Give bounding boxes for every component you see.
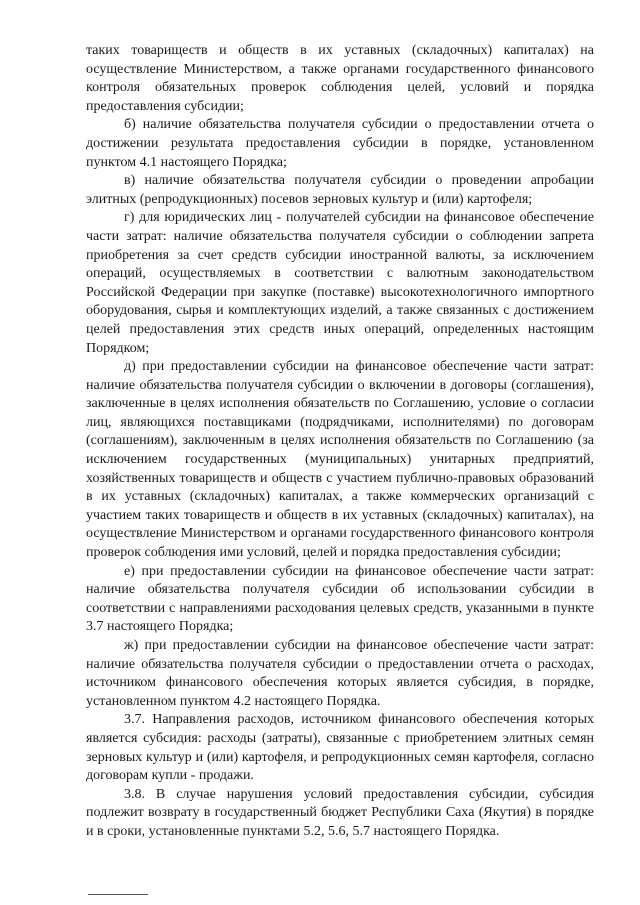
paragraph-item-v: в) наличие обязательства получателя субсидии о проведении апробации элитных (репродукционных) посевов зерновых культур и (или) картофеля; [86,173,594,207]
document-page [86,42,594,842]
paragraph-item-e: е) при предоставлении субсидии на финансовое обеспечение части затрат: наличие обязательства получателя субсидии об использовании субсидии в соответствии с направлениями расходования целевых средств, указанными в пункте 3.7 настоящего Порядка; [86,563,594,635]
paragraph-section-3-8: 3.8. В случае нарушения условий предоставления субсидии, субсидия подлежит возврату в государственный бюджет Республики Саха (Якутия) в порядке и в сроки, установленные пунктами 5.2, 5.6, 5.7 настоящего Порядка. [86,786,594,839]
paragraph-item-g: г) для юридических лиц - получателей субсидии на финансовое обеспечение части затрат: наличие обязательства получателя субсидии о соблюдении запрета приобретения за счет средств субсидии иностранной валюты, за исключением операций, осуществляемых в соответствии с валютным законодательством Российской Федерации при закупке (поставке) высокотехнологичного импортного оборудования, сырья и комплектующих изделий, а также связанных с достижением целей предоставления этих средств иных операций, определенных настоящим Порядком; [86,210,594,356]
paragraph-item-b: б) наличие обязательства получателя субсидии о предоставлении отчета о достижении результата предоставления субсидии в порядке, установленном пунктом 4.1 настоящего Порядка; [86,117,594,170]
paragraph-item-zh: ж) при предоставлении субсидии на финансовое обеспечение части затрат: наличие обязательства получателя субсидии о предоставлении отчета о расходах, источником финансового обеспечения которых является субсидия, в порядке, установленном пунктом 4.2 настоящего Порядка. [86,638,594,709]
paragraph-continuation: таких товариществ и обществ в их уставных (складочных) капиталах) на осуществление Министерством, а также органами государственного финансового контроля обязательных проверок соблюдения целей, условий и порядка предоставления субсидии; [86,43,594,114]
paragraph-item-d: д) при предоставлении субсидии на финансовое обеспечение части затрат: наличие обязательства получателя субсидии о включении в договоры (соглашения), заключенные в целях исполнения обязательств по Соглашению, условие о согласии лиц, являющихся поставщиками (подрядчиками, исполнителями) по договорам (соглашениям), заключенным в целях исполнения обязательств по Соглашению (за исключением государственных (муниципальных) унитарных предприятий, хозяйственных товариществ и обществ с участием публично-правовых образований в их уставных (складочных) капиталах, а также коммерческих организаций с участием таких товариществ и обществ в их уставных (складочных) капиталах), на осуществление Министерством и органами государственного финансового контроля проверок соблюдения ими условий, целей и порядка предоставления субсидии; [86,359,594,561]
paragraph-section-3-7: 3.7. Направления расходов, источником финансового обеспечения которых является субсидия: расходы (затраты), связанные с приобретением элитных семян зерновых культур и (или) картофеля, и репродукционных семян картофеля, согласно договорам купли - продажи. [86,712,594,784]
footer-divider [88,894,148,895]
